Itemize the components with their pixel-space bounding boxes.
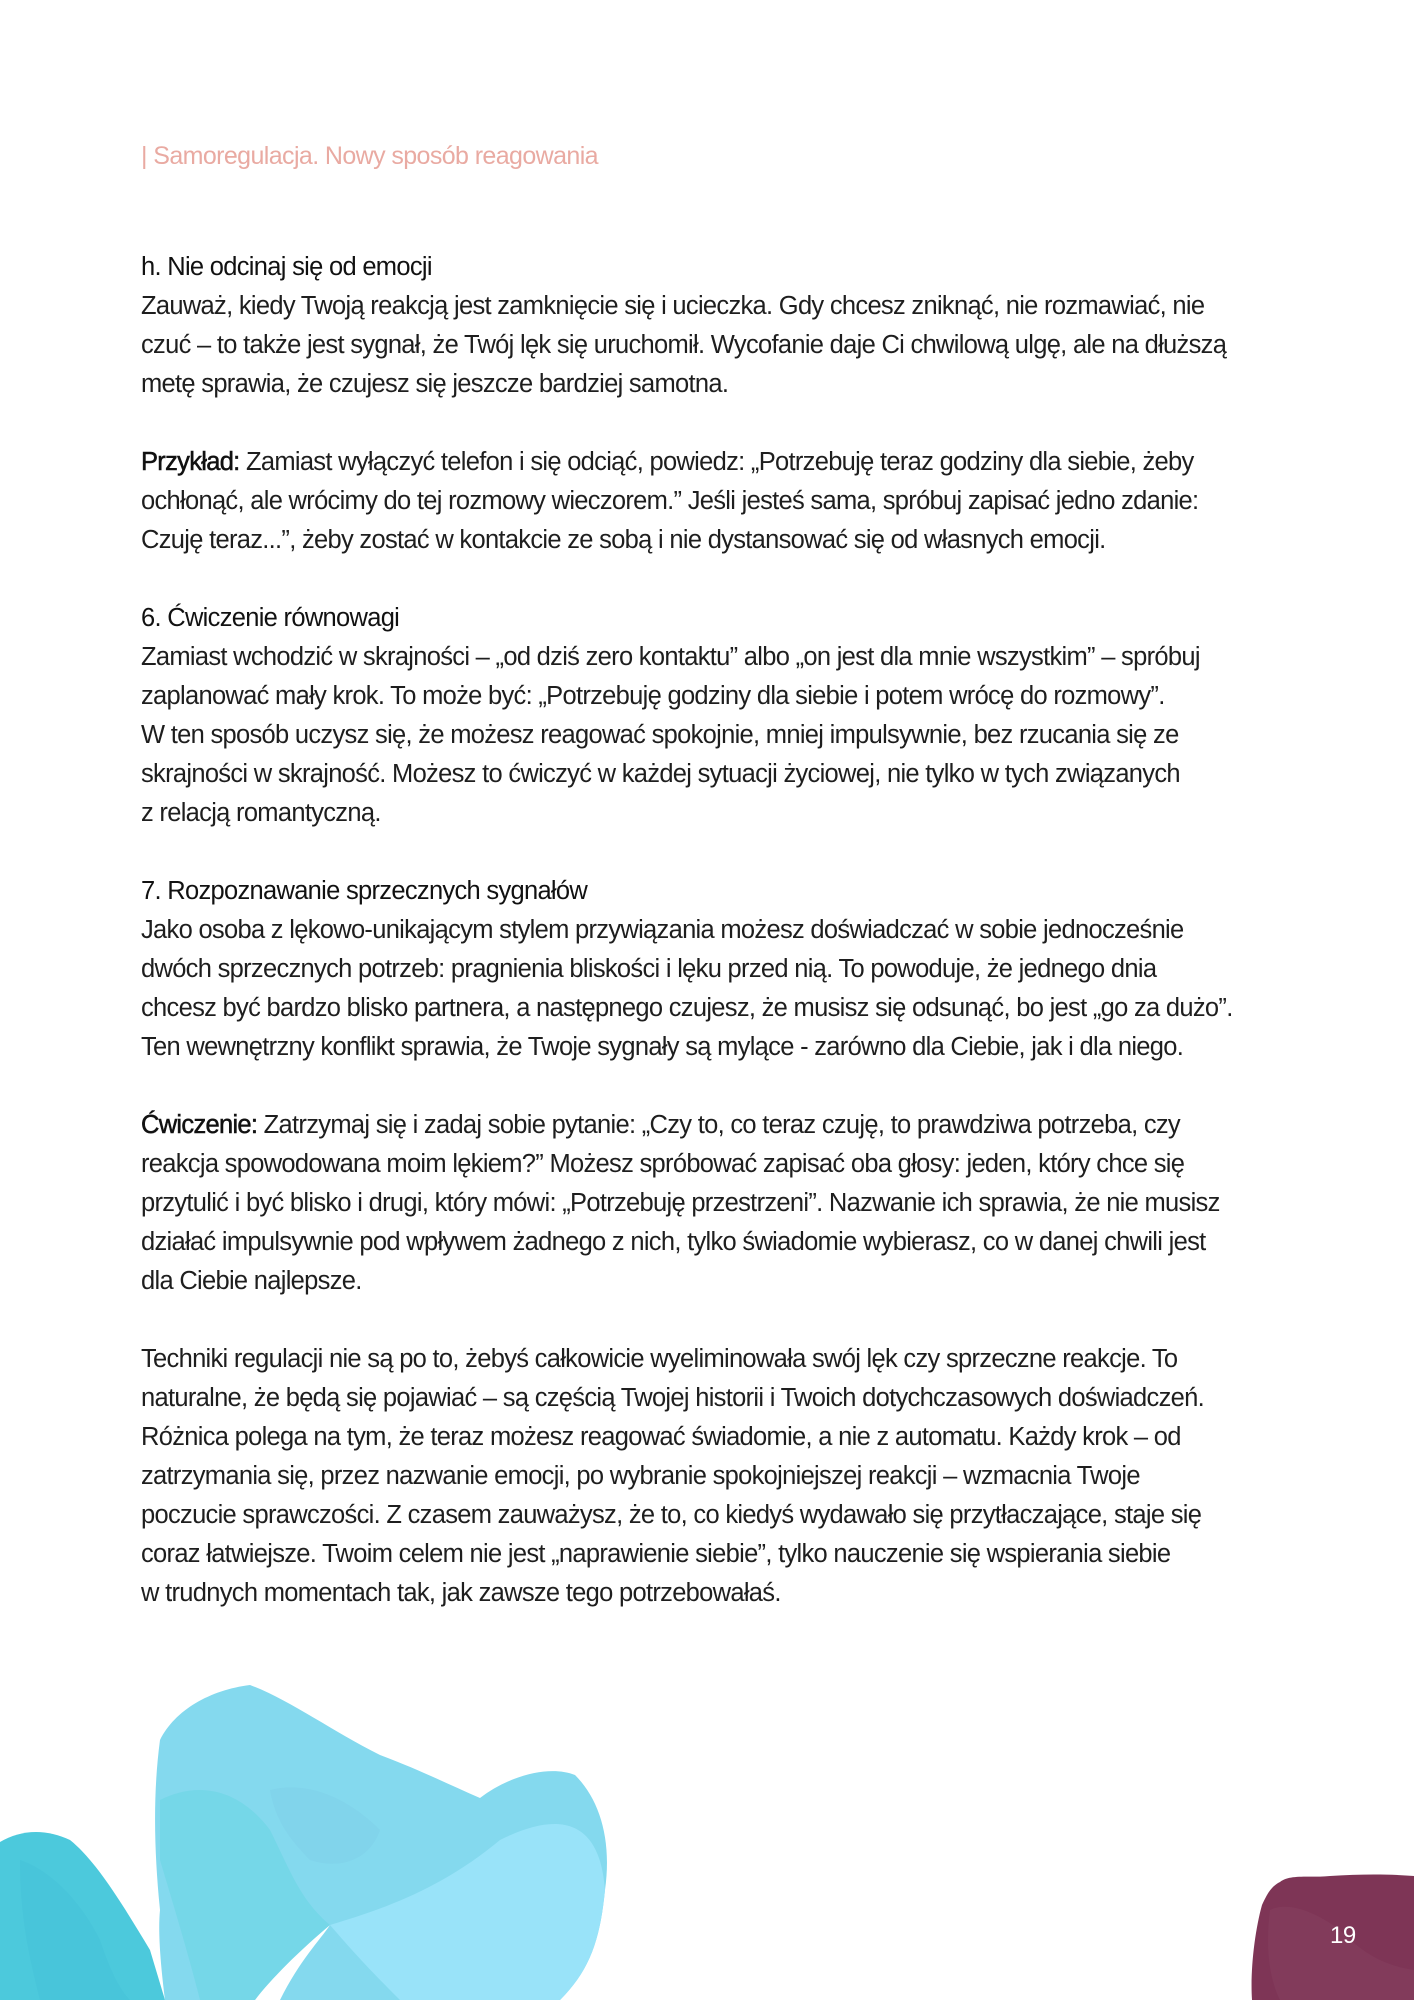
- paragraph-line: [141, 443, 1341, 482]
- example-label: Przykład:: [141, 448, 240, 476]
- paragraph-line: Ten wewnętrzny konflikt sprawia, że Twoje sygnały są mylące - zarówno dla Ciebie, jak i dla niego.: [141, 1033, 1184, 1061]
- paragraph-line: przytulić i być blisko i drugi, który mówi: „Potrzebuję przestrzeni”. Nazwanie ich sprawia, że nie musisz: [141, 1189, 1220, 1217]
- closing-paragraph: [141, 1340, 1341, 1613]
- paragraph-line: chcesz być bardzo blisko partnera, a następnego czujesz, że musisz się odsunąć, bo jest „go za dużo”.: [141, 994, 1233, 1022]
- paragraph-line: zatrzymania się, przez nazwanie emocji, po wybranie spokojniejszej reakcji – wzmacnia Twoje: [141, 1462, 1140, 1490]
- page-number: 19: [1330, 1922, 1356, 1949]
- section-heading: h. Nie odcinaj się od emocji: [141, 253, 432, 281]
- paragraph-line: Techniki regulacji nie są po to, żebyś całkowicie wyeliminowała swój lęk czy sprzeczne reakcje. To: [141, 1345, 1178, 1373]
- paragraph-line: skrajności w skrajność. Możesz to ćwiczyć w każdej sytuacji życiowej, nie tylko w tych związanych: [141, 760, 1180, 788]
- paragraph-line: dwóch sprzecznych potrzeb: pragnienia bliskości i lęku przed nią. To powoduje, że jednego dnia: [141, 955, 1157, 983]
- paragraph-line: coraz łatwiejsze. Twoim celem nie jest „naprawienie siebie”, tylko nauczenie się wspierania siebie: [141, 1540, 1171, 1568]
- paragraph-line: reakcja spowodowana moim lękiem?” Możesz spróbować zapisać oba głosy: jeden, który chce się: [141, 1150, 1185, 1178]
- section-heading: 6. Ćwiczenie równowagi: [141, 604, 400, 632]
- section-nie-odcinaj: [141, 248, 1341, 404]
- paragraph-line: z relacją romantyczną.: [141, 799, 381, 827]
- exercise-block: [141, 1106, 1341, 1301]
- section-heading: 7. Rozpoznawanie sprzecznych sygnałów: [141, 877, 588, 905]
- paragraph-line: naturalne, że będą się pojawiać – są częścią Twojej historii i Twoich dotychczasowych doświadczeń.: [141, 1384, 1204, 1412]
- document-body: [141, 248, 1341, 1652]
- paragraph-text: Zatrzymaj się i zadaj sobie pytanie: „Czy to, co teraz czuję, to prawdziwa potrzeba, czy: [257, 1111, 1180, 1139]
- section-sprzeczne-sygnaly: [141, 872, 1341, 1067]
- paragraph-line: czuć – to także jest sygnał, że Twój lęk się uruchomił. Wycofanie daje Ci chwilową ulgę, ale na dłuższą: [141, 331, 1227, 359]
- paragraph-line: Różnica polega na tym, że teraz możesz reagować świadomie, a nie z automatu. Każdy krok – od: [141, 1423, 1181, 1451]
- paragraph-line: ochłonąć, ale wrócimy do tej rozmowy wieczorem.” Jeśli jesteś sama, spróbuj zapisać jedno zdanie:: [141, 487, 1199, 515]
- paragraph-line: metę sprawia, że czujesz się jeszcze bardziej samotna.: [141, 370, 729, 398]
- paragraph-line: Jako osoba z lękowo-unikającym stylem przywiązania możesz doświadczać w sobie jednocześnie: [141, 916, 1184, 944]
- example-block: [141, 443, 1341, 560]
- paragraph-line: Zauważ, kiedy Twoją reakcją jest zamknięcie się i ucieczka. Gdy chcesz zniknąć, nie rozmawiać, nie: [141, 292, 1205, 320]
- paragraph-line: poczucie sprawczości. Z czasem zauważysz, że to, co kiedyś wydawało się przytłaczające, staje się: [141, 1501, 1202, 1529]
- paragraph-line: działać impulsywnie pod wpływem żadnego z nich, tylko świadomie wybierasz, co w danej chwili jest: [141, 1228, 1206, 1256]
- paragraph-line: [141, 1106, 1341, 1145]
- exercise-label: Ćwiczenie:: [141, 1111, 258, 1139]
- section-cwiczenie-rownowagi: [141, 599, 1341, 833]
- paragraph-line: dla Ciebie najlepsze.: [141, 1267, 362, 1295]
- running-header: | Samoregulacja. Nowy sposób reagowania: [141, 142, 598, 170]
- paragraph-line: Czuję teraz...”, żeby zostać w kontakcie ze sobą i nie dystansować się od własnych emocji.: [141, 526, 1106, 554]
- paragraph-text: Zamiast wyłączyć telefon i się odciąć, powiedz: „Potrzebuję teraz godziny dla siebie, żeby: [239, 448, 1194, 476]
- paragraph-line: w trudnych momentach tak, jak zawsze tego potrzebowałaś.: [141, 1579, 781, 1607]
- paragraph-line: W ten sposób uczysz się, że możesz reagować spokojnie, mniej impulsywnie, bez rzucania się ze: [141, 721, 1179, 749]
- paragraph-line: zaplanować mały krok. To może być: „Potrzebuję godziny dla siebie i potem wrócę do rozmowy”.: [141, 682, 1165, 710]
- watercolor-blob-blue-icon: [0, 1660, 620, 2000]
- paragraph-line: Zamiast wchodzić w skrajności – „od dziś zero kontaktu” albo „on jest dla mnie wszystkim” – spróbuj: [141, 643, 1200, 671]
